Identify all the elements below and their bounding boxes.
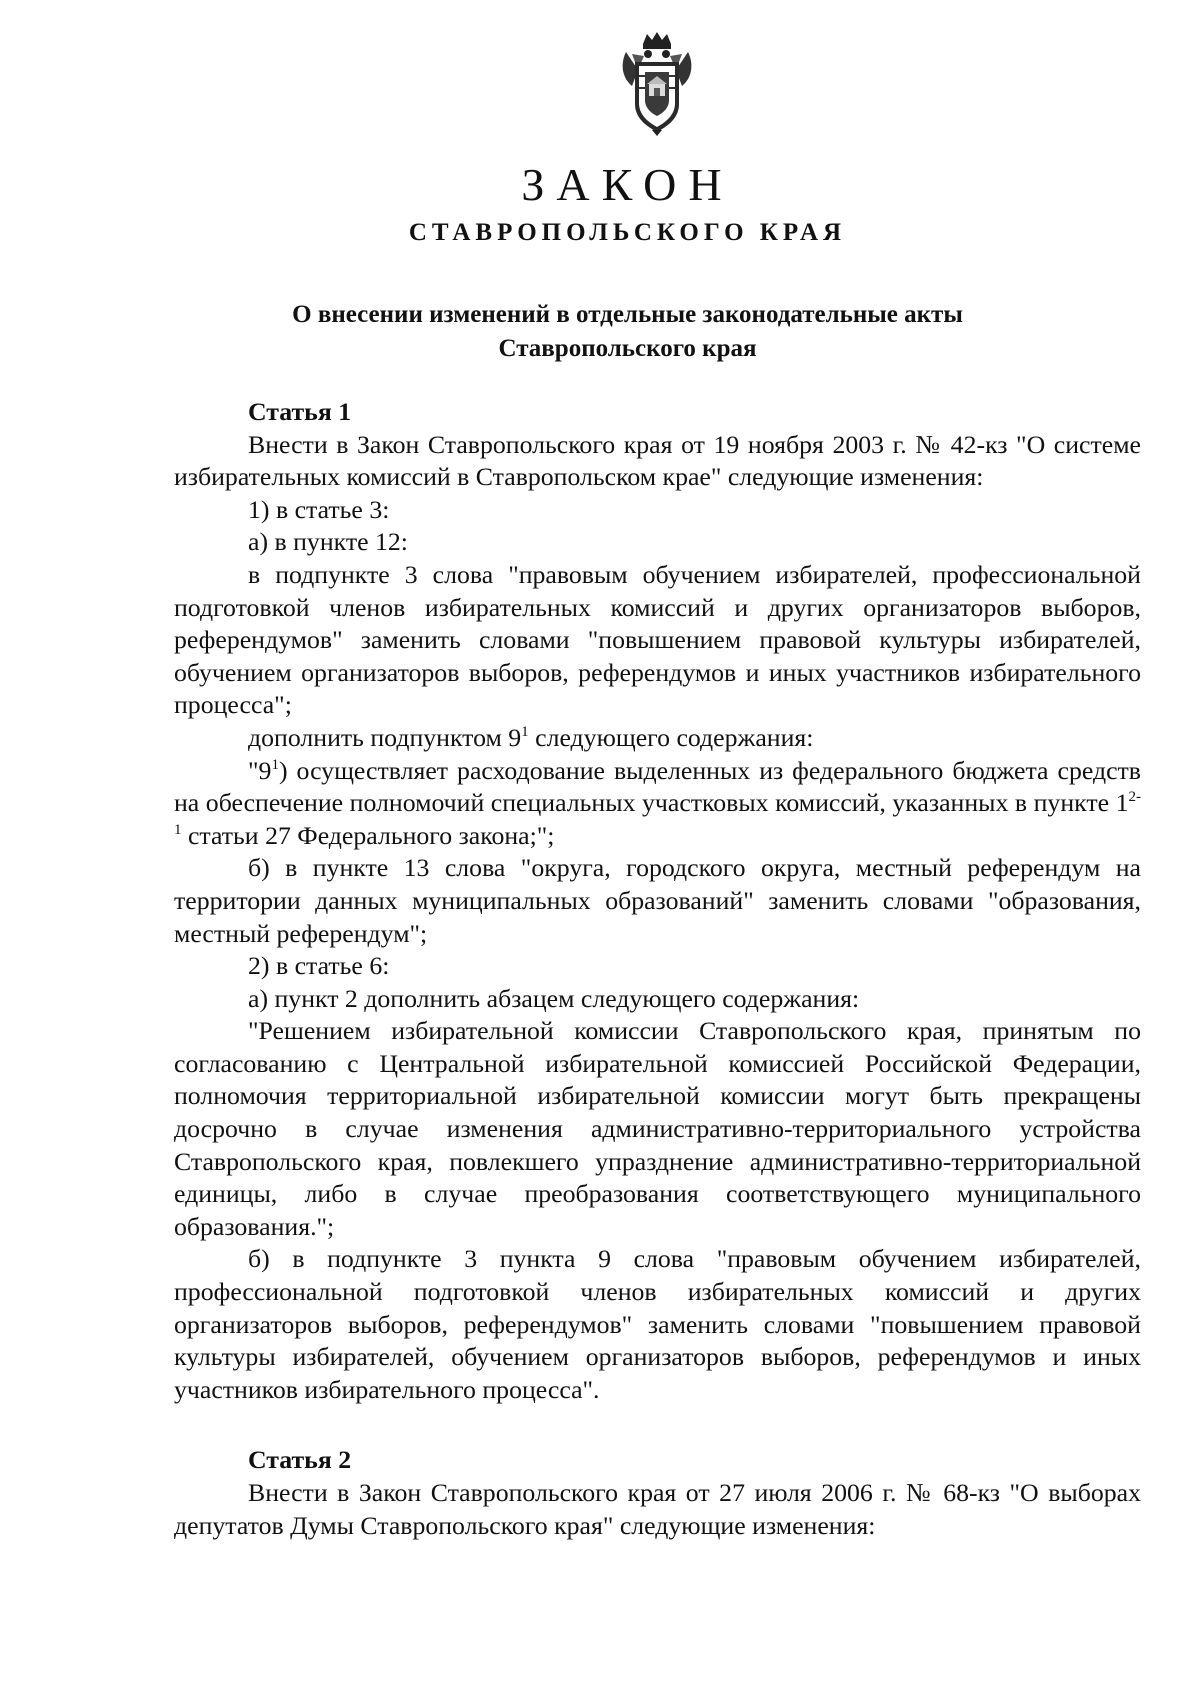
superscript: 1	[521, 723, 529, 740]
law-heading	[0, 298, 1200, 366]
article-1-paragraph	[174, 755, 1141, 853]
text-run: ) осуществляет расходование выделенных из федерального бюджета средств на обеспечение полномочий специальных участковых комиссий, указанных в пункте 1	[174, 755, 1141, 818]
article-1	[174, 396, 1141, 1542]
text-run: статьи 27 Федерального закона;";	[181, 820, 555, 850]
article-2-title: Статья 2	[248, 1445, 352, 1475]
superscript: 2-1	[174, 789, 1141, 838]
law-title: ЗАКОН	[521, 159, 734, 210]
article-1-paragraph: а) в пункте 12:	[248, 527, 408, 557]
text-run: "9	[248, 755, 272, 785]
article-1-paragraph: б) в подпункте 3 пункта 9 слова "правовым обучением избирателей, профессиональной подготовкой членов избирательных комиссий и других организаторов выборов, референдумов" заменить словами "повышением правовой культуры избирателей, обучением организаторов выборов, референдумов и иных участников избирательного процесса".	[174, 1244, 1141, 1404]
article-1-paragraph	[174, 722, 1141, 755]
law-subtitle: СТАВРОПОЛЬСКОГО КРАЯ	[408, 219, 847, 246]
article-1-paragraph: 1) в статье 3:	[248, 494, 390, 524]
text-run: следующего содержания:	[528, 722, 814, 752]
heading-line-1: О внесении изменений в отдельные законодательные акты	[292, 301, 963, 328]
superscript: 1	[271, 756, 279, 773]
article-1-paragraph: б) в пункте 13 слова "округа, городского округа, местный референдум на территории данных муниципальных образований" заменить словами "образования, местный референдум";	[174, 853, 1141, 948]
article-1-paragraph: "Решением избирательной комиссии Ставропольского края, принятым по согласованию с Центральной избирательной комиссией Российской Федерации, полномочия территориальной избирательной комиссии могут быть прекращены досрочно в случае изменения административно-территориального устройства Ставропольского края, повлекшего упразднение административно-территориальной единицы, либо в случае преобразования соответствующего муниципального образования.";	[174, 1016, 1141, 1241]
article-1-paragraph: в подпункте 3 слова "правовым обучением избирателей, профессиональной подготовкой членов избирательных комиссий и других организаторов выборов, референдумов" заменить словами "повышением правовой культуры избирателей, обучением организаторов выборов, референдумов и иных участников избирательного процесса";	[174, 559, 1141, 720]
article-1-title: Статья 1	[248, 397, 352, 426]
text-run: дополнить подпунктом 9	[248, 722, 522, 752]
article-2-paragraph: Внести в Закон Ставропольского края от 27 июля 2006 г. № 68-кз "О выборах депутатов Думы Ставропольского края" следующие изменения:	[174, 1478, 1141, 1540]
article-1-paragraph: 2) в статье 6:	[248, 951, 390, 981]
spacer	[174, 1406, 1141, 1444]
heading-line-2: Ставропольского края	[498, 335, 757, 362]
article-1-paragraph: а) пункт 2 дополнить абзацем следующего содержания:	[248, 983, 860, 1013]
coat-of-arms-icon	[618, 30, 696, 138]
article-1-paragraph: Внести в Закон Ставропольского края от 19 ноября 2003 г. № 42-кз "О системе избирательных комиссий в Ставропольском крае" следующие изменения:	[174, 429, 1141, 492]
